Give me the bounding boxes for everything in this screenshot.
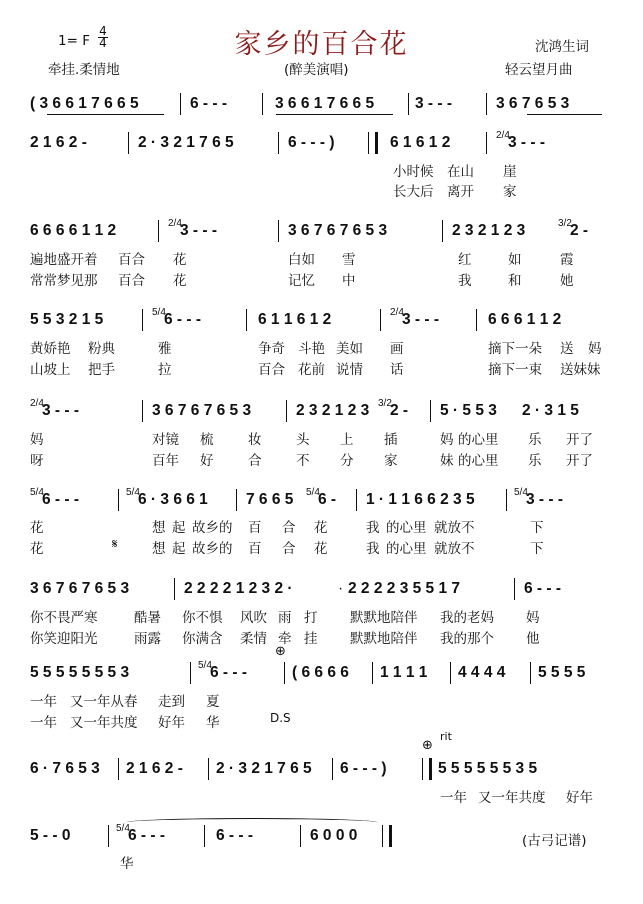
- lyric: 黄娇艳: [30, 341, 71, 357]
- time-change: 5/4: [514, 487, 528, 498]
- barline: [430, 400, 431, 422]
- lyric: 华: [120, 856, 134, 872]
- measure: 6 - - -: [216, 827, 254, 844]
- measure: 5 5 5 5 5 5 5 3: [30, 664, 130, 681]
- time-change: 3/2: [558, 218, 572, 229]
- lyric: 红: [458, 252, 472, 268]
- lyric: 起: [172, 520, 186, 536]
- lyric: 送妹妹: [560, 362, 601, 378]
- lyric: 白如: [288, 252, 315, 268]
- measure: 2 2 2 2 3 5 5 1 7: [348, 580, 461, 597]
- lyric: 把手: [88, 362, 115, 378]
- measure: 2 3 2 1 2 3: [452, 222, 526, 239]
- lyric: 梳: [200, 432, 214, 448]
- measure: 6 - - -: [210, 664, 248, 681]
- final-barline: [382, 825, 392, 847]
- lyric: 好年: [158, 715, 185, 731]
- lyric: 花: [314, 520, 328, 536]
- song-title: 家乡的百合花: [234, 29, 409, 60]
- music-row-7: [30, 580, 610, 604]
- lyric: 争奇: [258, 341, 285, 357]
- lyric: 妹: [440, 453, 454, 469]
- measure: 6 -: [318, 491, 337, 508]
- measure: 2 -: [390, 402, 409, 419]
- lyric: 花: [30, 520, 44, 536]
- lyric: 长大后: [393, 184, 434, 200]
- measure: 3 - - -: [402, 311, 440, 328]
- lyric: 你满含: [182, 631, 223, 647]
- lyric: 就放不: [434, 520, 475, 536]
- lyric: 我: [366, 520, 380, 536]
- rit-mark: rit: [440, 730, 452, 743]
- time-change: 5/4: [198, 660, 212, 671]
- beam: [276, 114, 393, 115]
- lyric: 话: [390, 362, 404, 378]
- lyric: 又一年共度: [70, 715, 138, 731]
- measure: 3 - - -: [508, 134, 546, 151]
- lyric: 小时候: [393, 164, 434, 180]
- barline: [278, 220, 279, 242]
- measure: 5 5 5 5 5 5 3 5: [438, 760, 538, 777]
- tie: [126, 818, 378, 827]
- music-row-1: [30, 95, 610, 119]
- lyric: 妈: [30, 432, 44, 448]
- lyric: 摘下一朵: [488, 341, 542, 357]
- measure: 5 5 3 2 1 5: [30, 311, 104, 328]
- lyric: 家: [503, 184, 517, 200]
- lyric: 花前: [298, 362, 325, 378]
- lyric: 百合: [118, 273, 145, 289]
- lyric: 合: [282, 541, 296, 557]
- barline: [190, 662, 191, 684]
- lyric: 一年: [30, 715, 57, 731]
- coda-icon: ⊕: [275, 644, 286, 659]
- time-change: 3/2: [378, 398, 392, 409]
- barline: [142, 400, 143, 422]
- lyric: 雪: [342, 252, 356, 268]
- measure: 3 6 7 6 7 6 5 3: [152, 402, 252, 419]
- lyric: 酷暑: [134, 610, 161, 626]
- barline: [158, 220, 159, 242]
- lyric: 想: [152, 520, 166, 536]
- music-row-3: [30, 218, 610, 246]
- lyric: 又一年共度: [478, 790, 546, 806]
- barline: [332, 758, 333, 780]
- ds-mark: D.S: [270, 711, 291, 725]
- lyricist: 沈鸿生词: [535, 39, 589, 55]
- lyric: 的心里: [458, 432, 499, 448]
- lyric: 画: [390, 341, 404, 357]
- time-change: 2/4: [390, 307, 404, 318]
- measure: 6 - - - ): [288, 134, 335, 151]
- lyric: 乐: [528, 453, 542, 469]
- lyric: 我的老妈: [440, 610, 494, 626]
- barline: [486, 132, 487, 154]
- dotted-barline: ·: [338, 580, 344, 597]
- barline: [530, 662, 531, 684]
- beam: [527, 114, 602, 115]
- lyric: 和: [508, 273, 522, 289]
- lyric: 在山: [447, 164, 474, 180]
- version-note: (醉美演唱): [284, 62, 349, 78]
- lyric: 的心里: [386, 520, 427, 536]
- lyric: 花: [173, 273, 187, 289]
- lyric: 妈: [588, 341, 602, 357]
- lyric: 打: [304, 610, 318, 626]
- lyric: 雨: [278, 610, 292, 626]
- measure: 6 - - - ): [340, 760, 387, 777]
- time-change: 2/4: [168, 218, 182, 229]
- measure: 1 · 1 1 6 6 2 3 5: [366, 491, 475, 508]
- lyric: 崖: [503, 164, 517, 180]
- lyric: 花: [173, 252, 187, 268]
- lyric: 柔情: [240, 631, 267, 647]
- barline: [118, 489, 119, 511]
- measure: 2 2 2 2 1 2 3 2 ·: [184, 580, 293, 597]
- barline: [246, 309, 247, 331]
- measure: 5 - - 0: [30, 827, 71, 844]
- lyric: 好: [200, 453, 214, 469]
- lyric: 家: [384, 453, 398, 469]
- measure: 6 0 0 0: [310, 827, 358, 844]
- lyric: 粉典: [88, 341, 115, 357]
- lyric: 我的那个: [440, 631, 494, 647]
- lyric: 你不惧: [182, 610, 223, 626]
- lyric: 想: [152, 541, 166, 557]
- lyric: 霞: [560, 252, 574, 268]
- lyric: 华: [206, 715, 220, 731]
- beam: [47, 114, 164, 115]
- measure: 6 1 1 6 1 2: [258, 311, 332, 328]
- lyric: 的心里: [458, 453, 499, 469]
- measure: 6 - - -: [190, 95, 228, 112]
- lyric: 一年: [30, 694, 57, 710]
- lyric: 上: [340, 432, 354, 448]
- time-change: 5/4: [126, 487, 140, 498]
- lyric: 分: [340, 453, 354, 469]
- time-change: 2/4: [30, 398, 44, 409]
- lyric: 常常梦见那: [30, 273, 98, 289]
- lyric: 不: [296, 453, 310, 469]
- measure: 6 6 6 1 1 2: [488, 311, 562, 328]
- lyric: 百: [248, 541, 262, 557]
- barline: [380, 309, 381, 331]
- measure: 6 · 3 6 6 1: [138, 491, 208, 508]
- music-row-6: [30, 487, 610, 515]
- lyric: 摘下一束: [488, 362, 542, 378]
- measure: 3 6 6 1 7 6 6 5: [275, 95, 375, 112]
- barline: [174, 578, 175, 600]
- lyric: 夏: [206, 694, 220, 710]
- measure: 6 - - -: [42, 491, 80, 508]
- lyric: 又一年从春: [70, 694, 138, 710]
- lyric: 如: [508, 252, 522, 268]
- measure: ( 6 6 6 6: [292, 664, 349, 681]
- lyric: 斗艳: [298, 341, 325, 357]
- lyric: 记忆: [288, 273, 315, 289]
- barline: [506, 489, 507, 511]
- lyric: 我: [366, 541, 380, 557]
- lyric: 插: [384, 432, 398, 448]
- lyric: 拉: [158, 362, 172, 378]
- measure: 6 · 7 6 5 3: [30, 760, 100, 777]
- lyric: 你笑迎阳光: [30, 631, 98, 647]
- measure: 4 4 4 4: [458, 664, 506, 681]
- barline: [236, 489, 237, 511]
- barline: [284, 662, 285, 684]
- measure: 2 -: [570, 222, 589, 239]
- lyric: 一年: [440, 790, 467, 806]
- lyric: 山坡上: [30, 362, 71, 378]
- lyric: 对镜: [152, 432, 179, 448]
- lyric: 好年: [566, 790, 593, 806]
- final-repeat-barline: [422, 758, 432, 780]
- barline: [476, 309, 477, 331]
- lyric: 合: [248, 453, 262, 469]
- lyric: 百合: [118, 252, 145, 268]
- lyric: 遍地盛开着: [30, 252, 98, 268]
- time-change: 5/4: [30, 487, 44, 498]
- time-top: 4: [99, 24, 107, 38]
- key-label: 1= F: [58, 33, 90, 49]
- measure: 2 · 3 1 5: [522, 402, 579, 419]
- lyric: 我: [458, 273, 472, 289]
- barline: [128, 132, 129, 154]
- segno-icon: 𝄋: [112, 537, 118, 552]
- lyric: 他: [526, 631, 540, 647]
- measure: 3 6 7 6 5 3: [496, 95, 570, 112]
- lyric: 开了: [566, 453, 593, 469]
- lyric: 美如: [336, 341, 363, 357]
- lyric: 下: [530, 520, 544, 536]
- lyric: 就放不: [434, 541, 475, 557]
- music-row-9: [30, 760, 610, 784]
- lyric: 乐: [528, 432, 542, 448]
- lyric: 百: [248, 520, 262, 536]
- lyric: 牵: [278, 631, 292, 647]
- lyric: 风吹: [240, 610, 267, 626]
- barline: [142, 309, 143, 331]
- time-change: 5/4: [116, 823, 130, 834]
- barline: [300, 825, 301, 847]
- measure: 2 · 3 2 1 7 6 5: [216, 760, 312, 777]
- lyric: 默默地陪伴: [350, 631, 418, 647]
- credit: (古弓记谱): [522, 833, 587, 849]
- lyric: 百合: [258, 362, 285, 378]
- lyric: 花: [314, 541, 328, 557]
- lyric: 雨露: [134, 631, 161, 647]
- barline: [204, 825, 205, 847]
- time-change: 2/4: [496, 130, 510, 141]
- measure: 3 - - -: [526, 491, 564, 508]
- lyric: 送: [560, 341, 574, 357]
- lyric: 开了: [566, 432, 593, 448]
- measure: ( 3 6 6 1 7 6 6 5: [30, 95, 139, 112]
- measure: 3 - - -: [415, 95, 453, 112]
- measure: 2 1 6 2 -: [126, 760, 183, 777]
- barline: [356, 489, 357, 511]
- singers: 牵挂.柔情地: [48, 62, 120, 78]
- measure: 3 6 7 6 7 6 5 3: [30, 580, 130, 597]
- barline: [108, 825, 109, 847]
- lyric: 挂: [304, 631, 318, 647]
- music-row-4: [30, 307, 610, 335]
- lyric: 默默地陪伴: [350, 610, 418, 626]
- measure: 2 3 2 1 2 3: [296, 402, 370, 419]
- time-change: 5/4: [306, 487, 320, 498]
- lyric: 百年: [152, 453, 179, 469]
- repeat-barline: [368, 132, 378, 154]
- time-bottom: 4: [99, 36, 107, 50]
- measure: 3 6 7 6 7 6 5 3: [288, 222, 388, 239]
- barline: [486, 93, 487, 115]
- lyric: 妈: [440, 432, 454, 448]
- measure: 7 6 6 5: [246, 491, 294, 508]
- lyric: 故乡的: [192, 541, 233, 557]
- measure: 3 - - -: [42, 402, 80, 419]
- measure: 2 1 6 2 -: [30, 134, 87, 151]
- barline: [286, 400, 287, 422]
- lyric: 故乡的: [192, 520, 233, 536]
- lyric: 雅: [158, 341, 172, 357]
- lyric: 头: [296, 432, 310, 448]
- barline: [442, 220, 443, 242]
- lyric: 走到: [158, 694, 185, 710]
- barline: [262, 93, 263, 115]
- lyric: 下: [530, 541, 544, 557]
- barline: [180, 93, 181, 115]
- lyric: 合: [282, 520, 296, 536]
- lyric: 说情: [336, 362, 363, 378]
- lyric: 妈: [526, 610, 540, 626]
- barline: [278, 132, 279, 154]
- measure: 6 - - -: [128, 827, 166, 844]
- measure: 5 · 5 5 3: [440, 402, 497, 419]
- measure: 6 1 6 1 2: [390, 134, 451, 151]
- composer: 轻云望月曲: [505, 62, 573, 78]
- measure: 6 - - -: [164, 311, 202, 328]
- lyric: 你不畏严寒: [30, 610, 98, 626]
- barline: [118, 758, 119, 780]
- measure: 1 1 1 1: [380, 664, 428, 681]
- lyric: 她: [560, 273, 574, 289]
- measure: 2 · 3 2 1 7 6 5: [138, 134, 234, 151]
- lyric: 中: [342, 273, 356, 289]
- lyric: 离开: [447, 184, 474, 200]
- measure: 5 5 5 5: [538, 664, 586, 681]
- lyric: 呀: [30, 453, 44, 469]
- measure: 6 6 6 6 1 1 2: [30, 222, 117, 239]
- measure: 3 - - -: [180, 222, 218, 239]
- lyric: 花: [30, 541, 44, 557]
- lyric: 起: [172, 541, 186, 557]
- lyric: 的心里: [386, 541, 427, 557]
- barline: [372, 662, 373, 684]
- barline: [450, 662, 451, 684]
- coda-icon: ⊕: [422, 738, 433, 753]
- time-change: 5/4: [152, 307, 166, 318]
- measure: 6 - - -: [524, 580, 562, 597]
- music-row-2: [30, 130, 610, 158]
- music-row-8: [30, 660, 610, 688]
- barline: [514, 578, 515, 600]
- lyric: 妆: [248, 432, 262, 448]
- music-row-5: [30, 398, 610, 426]
- barline: [408, 93, 409, 115]
- barline: [208, 758, 209, 780]
